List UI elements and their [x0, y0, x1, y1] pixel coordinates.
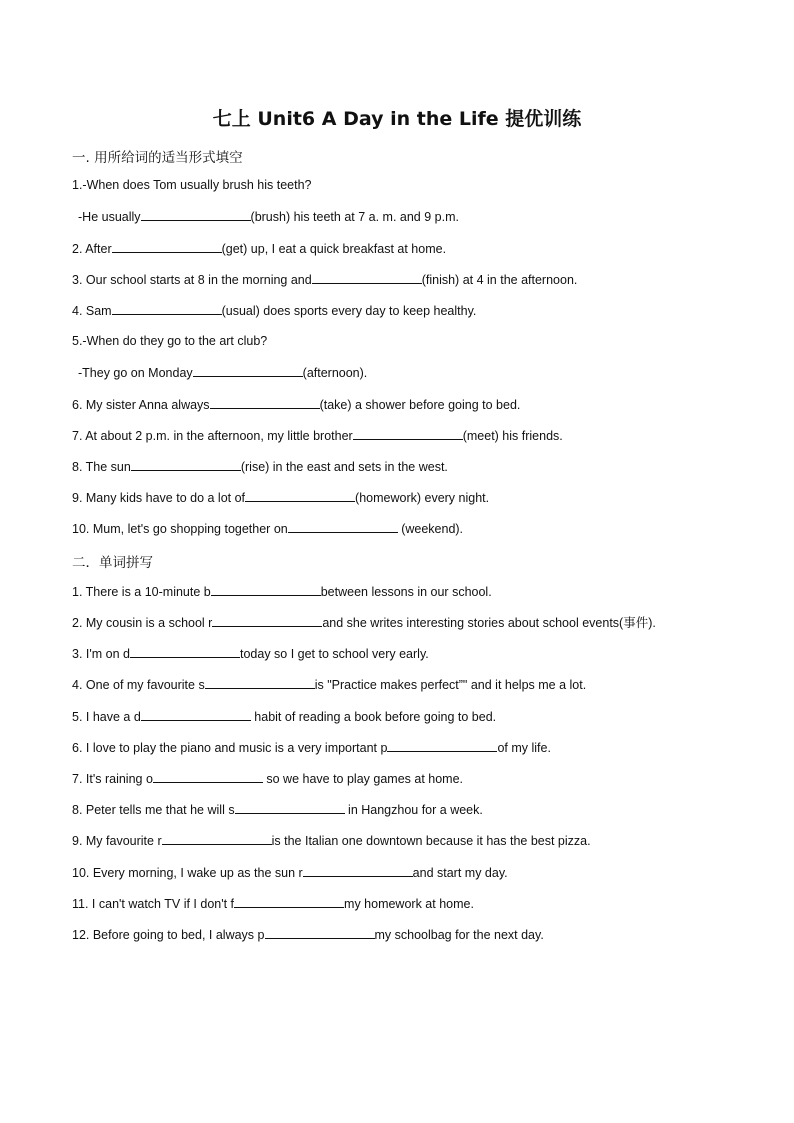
question-text-after: of my life. [497, 741, 551, 755]
s2-question-12 [72, 926, 544, 943]
answer-blank[interactable] [131, 458, 241, 471]
question-text-after: (afternoon). [302, 366, 368, 380]
question-text-before: -They go on Monday [78, 366, 193, 380]
question-text-after: (rise) in the east and sets in the west. [240, 460, 448, 474]
question-text-after: my homework at home. [344, 897, 474, 911]
s1-question-9 [72, 489, 489, 506]
s2-question-7 [72, 770, 463, 787]
s1-question-1-line-2 [78, 208, 459, 225]
s1-question-10 [72, 520, 463, 537]
question-text-before: 10. Mum, let's go shopping together on [72, 522, 288, 536]
question-text-before: 4. One of my favourite s [72, 678, 205, 692]
s2-question-6 [72, 739, 551, 756]
question-text-before: 7. At about 2 p.m. in the afternoon, my little brother [72, 429, 353, 443]
question-text-before: 4. Sam [72, 304, 112, 318]
page-title: 七上 Unit6 A Day in the Life 提优训练 [212, 108, 582, 130]
answer-blank[interactable] [130, 645, 240, 658]
s2-question-8 [72, 801, 483, 818]
answer-blank[interactable] [212, 614, 322, 627]
question-text: 5.-When do they go to the art club? [72, 334, 268, 348]
s1-question-3 [72, 271, 577, 288]
section-2-heading: 二．单词拼写 [72, 555, 153, 571]
question-text-after: and she writes interesting stories about school events(事件). [322, 616, 656, 630]
question-text-after: habit of reading a book before going to bed. [250, 710, 497, 724]
answer-blank[interactable] [141, 708, 251, 721]
answer-blank[interactable] [387, 739, 497, 752]
question-text-after: (weekend). [397, 522, 464, 536]
question-text-after: (finish) at 4 in the afternoon. [421, 273, 578, 287]
answer-blank[interactable] [210, 396, 320, 409]
question-text-after: between lessons in our school. [320, 585, 492, 599]
answer-blank[interactable] [112, 240, 222, 253]
s1-question-7 [72, 427, 563, 444]
question-text-before: 8. Peter tells me that he will s [72, 803, 235, 817]
question-text-after: today so I get to school very early. [239, 647, 429, 661]
question-text-after: (meet) his friends. [462, 429, 563, 443]
s2-question-4 [72, 676, 586, 693]
answer-blank[interactable] [112, 302, 222, 315]
s1-question-5-line-2 [78, 364, 367, 381]
question-text-after: (take) a shower before going to bed. [319, 398, 521, 412]
question-text-before: 3. I'm on d [72, 647, 130, 661]
question-text-before: 9. Many kids have to do a lot of [72, 491, 246, 505]
answer-blank[interactable] [245, 489, 355, 502]
answer-blank[interactable] [141, 208, 251, 221]
question-text-before: 11. I can't watch TV if I don't f [72, 897, 235, 911]
answer-blank[interactable] [235, 801, 345, 814]
question-text-after: (get) up, I eat a quick breakfast at home. [221, 242, 447, 256]
answer-blank[interactable] [162, 832, 272, 845]
question-text-before: 9. My favourite r [72, 834, 162, 848]
section-1-heading: 一. 用所给词的适当形式填空 [72, 150, 243, 166]
question-text-after: (usual) does sports every day to keep healthy. [221, 304, 477, 318]
s1-question-1-line-1 [72, 177, 311, 193]
answer-blank[interactable] [303, 864, 413, 877]
question-text-before: 6. I love to play the piano and music is a very important p [72, 741, 388, 755]
answer-blank[interactable] [353, 427, 463, 440]
answer-blank[interactable] [193, 364, 303, 377]
s1-question-6 [72, 396, 520, 413]
question-text-after: (brush) his teeth at 7 a. m. and 9 p.m. [250, 210, 459, 224]
s2-question-10 [72, 864, 508, 881]
answer-blank[interactable] [288, 520, 398, 533]
question-text-before: 8. The sun [72, 460, 131, 474]
s1-question-2 [72, 240, 446, 257]
question-text-before: 12. Before going to bed, I always p [72, 928, 265, 942]
question-text-before: 3. Our school starts at 8 in the morning and [72, 273, 312, 287]
s2-question-9 [72, 832, 591, 849]
s2-question-1 [72, 583, 492, 600]
question-text-after: and start my day. [412, 866, 508, 880]
question-text-before: -He usually [78, 210, 141, 224]
answer-blank[interactable] [205, 676, 315, 689]
question-text: 1.-When does Tom usually brush his teeth? [72, 178, 312, 192]
question-text-before: 10. Every morning, I wake up as the sun r [72, 866, 303, 880]
s2-question-3 [72, 645, 429, 662]
question-text-before: 2. After [72, 242, 112, 256]
s2-question-2 [72, 614, 656, 631]
question-text-before: 5. I have a d [72, 710, 141, 724]
answer-blank[interactable] [312, 271, 422, 284]
question-text-after: my schoolbag for the next day. [374, 928, 544, 942]
s1-question-4 [72, 302, 476, 319]
question-text-after: in Hangzhou for a week. [344, 803, 483, 817]
s1-question-5-line-1 [72, 333, 267, 349]
answer-blank[interactable] [234, 895, 344, 908]
question-text-after: is "Practice makes perfect”" and it helps me a lot. [314, 678, 587, 692]
question-text-after: so we have to play games at home. [262, 772, 464, 786]
question-text-after: is the Italian one downtown because it has the best pizza. [271, 834, 591, 848]
question-text-before: 6. My sister Anna always [72, 398, 210, 412]
s1-question-8 [72, 458, 448, 475]
answer-blank[interactable] [265, 926, 375, 939]
s2-question-5 [72, 708, 496, 725]
question-text-before: 1. There is a 10-minute b [72, 585, 211, 599]
question-text-before: 7. It's raining o [72, 772, 153, 786]
question-text-before: 2. My cousin is a school r [72, 616, 213, 630]
s2-question-11 [72, 895, 474, 912]
answer-blank[interactable] [153, 770, 263, 783]
answer-blank[interactable] [211, 583, 321, 596]
question-text-after: (homework) every night. [355, 491, 490, 505]
